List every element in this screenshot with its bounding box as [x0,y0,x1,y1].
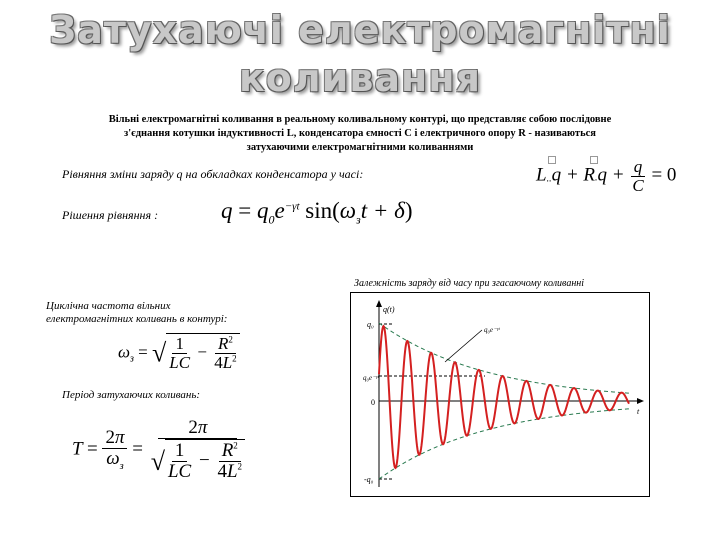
y-bottom-label: -q₀ [364,475,374,484]
y-axis-label: q(t) [383,305,395,314]
intro-line-1: Вільні електромагнітні коливання в реальному коливальному контурі, що представляє собою послідовне [108,114,612,125]
differential-equation: L..q + R.q + $\frac{q}{C}$ = 0 [536,157,677,195]
slide-title-line1: Затухаючі електромагнітні [49,8,671,52]
intro-line-3: затухаючими електромагнітними коливаннями [246,142,474,153]
solution-formula: $q = q_0e^{-\gamma t}$ $\sin(\omega_зt + \delta)$ [221,198,413,227]
upper-envelope [379,323,629,393]
damped-oscillation-plot [350,292,650,497]
slide-title-line2: коливання [239,56,481,100]
envelope-label: q₀e⁻ᵞᵗ [484,326,500,334]
y-top-label: q₀ [367,320,374,329]
y-mid-label: q₀e⁻ᵞᵗ [363,374,379,382]
period-label: Період затухаючих коливань: [62,389,201,401]
frequency-label [46,300,227,326]
equation-label: Рівняння зміни заряду q на обкладках конденсатора у часі: [62,167,364,181]
frequency-formula: $\omega_з$ = √ $\frac{1}{LC}$ − $\frac{R^2}{4L^2}$ [118,333,240,372]
zero-label: 0 [371,398,375,407]
envelope-pointer [445,330,482,362]
intro-paragraph [60,113,660,155]
x-axis-label: t [637,407,640,416]
y-axis-arrow-icon [376,300,382,307]
plot-caption: Залежність заряду від часу при згасаючому коливанні [354,278,585,289]
period-formula: T = $\frac{2\pi}{\omega_з}$ = 2π √ $\frac{1}{LC}$ − $\frac{R^2}{4L^2}$ [72,418,248,482]
solution-label: Рішення рівняння : [62,208,159,222]
intro-line-2: з'єднання котушки індуктивності L, конденсатора ємності C і електричного опору R - називаються [124,128,596,139]
frequency-label-line-1: Циклічна частота вільних [46,300,171,312]
frequency-label-line-2: електромагнітних коливань в контурі: [46,313,228,325]
x-axis-arrow-icon [637,398,644,404]
damped-oscillation-curve [379,326,629,468]
